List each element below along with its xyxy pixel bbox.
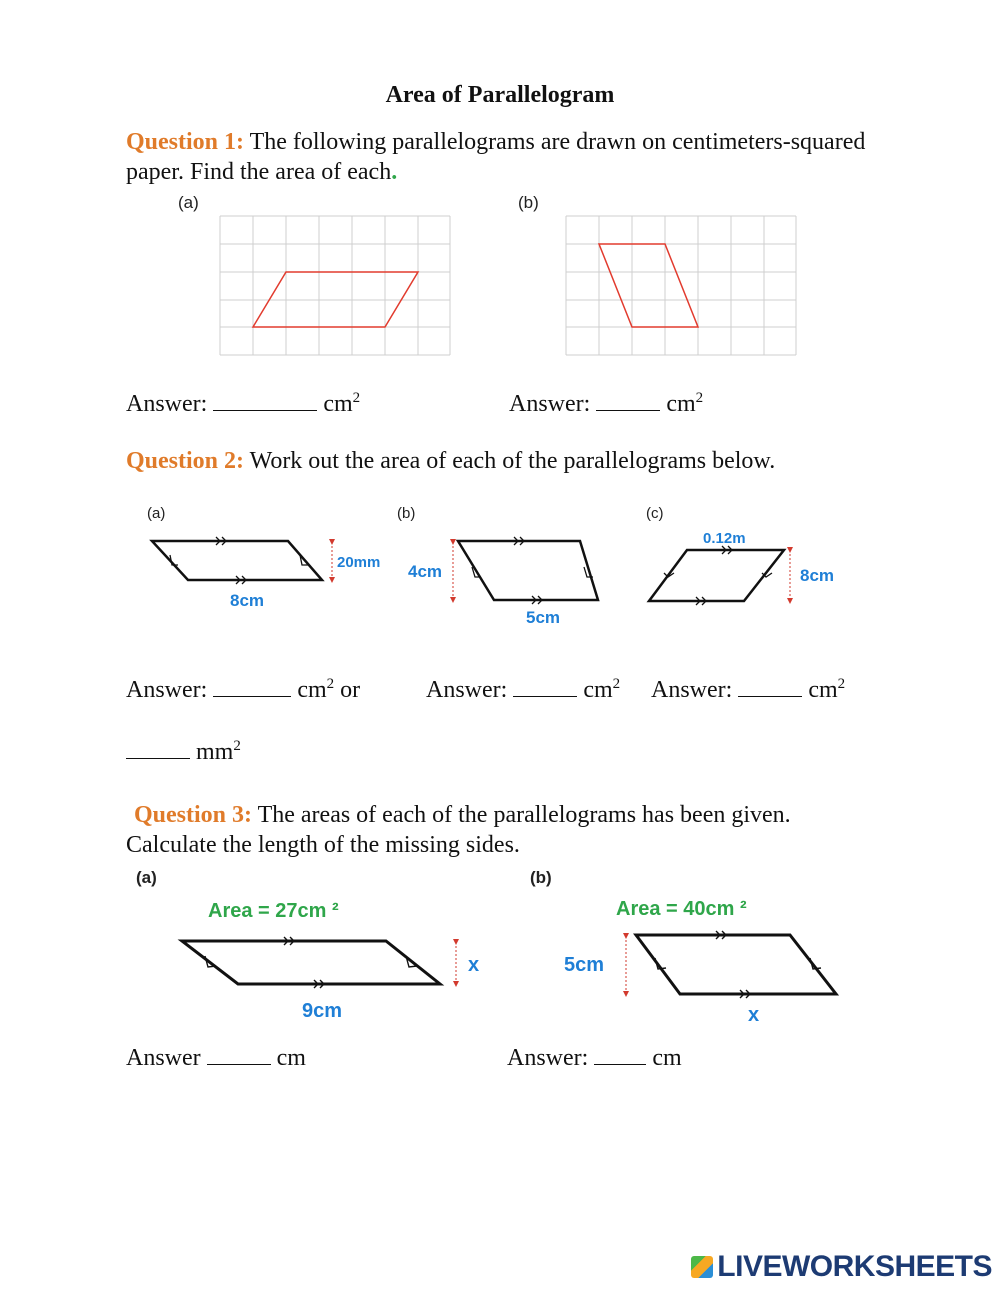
or-text: or [340,677,361,703]
q3-b-side: 5cm [564,954,605,976]
exponent: 2 [837,676,846,692]
unit-cm: cm [276,1045,306,1071]
q2-answer-a-mm-blank[interactable] [126,734,190,759]
q2-label-b: (b) [397,505,416,522]
unit-cm: cm [297,677,327,703]
q1-grid-a [210,210,460,360]
q2-answer-a-mm [126,734,241,766]
q3-figures [150,890,870,1030]
q3-a-base: 9cm [302,1000,343,1022]
q1-answer-a-blank[interactable] [213,386,317,411]
q3-b-area: Area = 40cm ² [616,898,747,920]
q1-grid-b [556,210,806,360]
q2-b-height: 4cm [408,562,443,581]
q3-a-area: Area = 27cm ² [208,900,339,922]
question-1-period: . [391,159,398,185]
q2-answer-c-blank[interactable] [738,672,802,697]
q2-b-base: 5cm [526,608,561,627]
q2-c-height: 8cm [800,566,835,585]
q1-label-b: (b) [518,193,539,212]
q2-answer-c [651,672,845,704]
question-3-text: The areas of each of the parallelograms has been given. Calculate the length of the missing sides. [126,802,791,858]
question-1-text: The following parallelograms are drawn on centimeters-squared paper. Find the area of each [126,129,866,185]
question-2-label: Question 2: [126,448,245,474]
q3-answer-a [126,1040,306,1072]
answer-label: Answer: [426,677,508,703]
answer-label: Answer: [126,677,208,703]
answer-label: Answer: [507,1045,589,1071]
unit-cm: cm [808,677,838,703]
question-3-label: Question 3: [134,802,253,828]
unit-cm: cm [323,391,353,417]
exponent: 2 [233,738,241,754]
logo-icon [691,1256,713,1278]
question-1 [126,127,886,187]
q3-answer-a-blank[interactable] [207,1040,271,1065]
exponent: 2 [612,676,621,692]
answer-label: Answer [126,1045,201,1071]
q3-answer-b-blank[interactable] [594,1040,646,1065]
q1-label-a: (a) [178,193,199,212]
q2-a-height: 20mm [337,554,381,571]
q3-label-a: (a) [136,868,157,887]
q2-answer-a-blank[interactable] [213,672,291,697]
q3-a-side: x [468,954,480,976]
question-1-label: Question 1: [126,129,245,155]
q2-answer-a [126,672,360,704]
q2-figures [140,525,1000,635]
unit-cm: cm [666,391,696,417]
q1-parallelogram-b [599,244,698,327]
page-title: Area of Parallelogram [385,82,615,108]
question-3 [126,800,886,860]
unit-cm: cm [583,677,613,703]
unit-mm: mm [196,739,234,765]
question-2 [126,446,926,476]
q1-answer-b-blank[interactable] [596,386,660,411]
q2-answer-b-blank[interactable] [513,672,577,697]
q1-answer-a [126,386,360,418]
liveworksheets-logo [691,1250,992,1284]
q2-a-base: 8cm [230,591,265,610]
unit-cm: cm [652,1045,682,1071]
q2-parallelogram-a [152,541,322,580]
q3-answer-b [507,1040,682,1072]
q2-label-c: (c) [646,505,664,522]
answer-label: Answer: [126,391,208,417]
question-2-text: Work out the area of each of the parallelograms below. [244,448,776,474]
q3-parallelogram-a [182,941,440,984]
exponent: 2 [695,390,704,406]
q2-c-top: 0.12m [703,530,746,547]
exponent: 2 [326,676,335,692]
q2-answer-b [426,672,620,704]
q1-answer-b [509,386,703,418]
q3-label-b: (b) [530,868,552,887]
logo-text: LIVEWORKSHEETS [717,1250,992,1283]
q3-parallelogram-b [636,935,836,994]
q2-parallelogram-b [458,541,598,600]
exponent: 2 [352,390,361,406]
q2-label-a: (a) [147,505,166,522]
answer-label: Answer: [651,677,733,703]
q3-b-base: x [748,1004,760,1026]
answer-label: Answer: [509,391,591,417]
